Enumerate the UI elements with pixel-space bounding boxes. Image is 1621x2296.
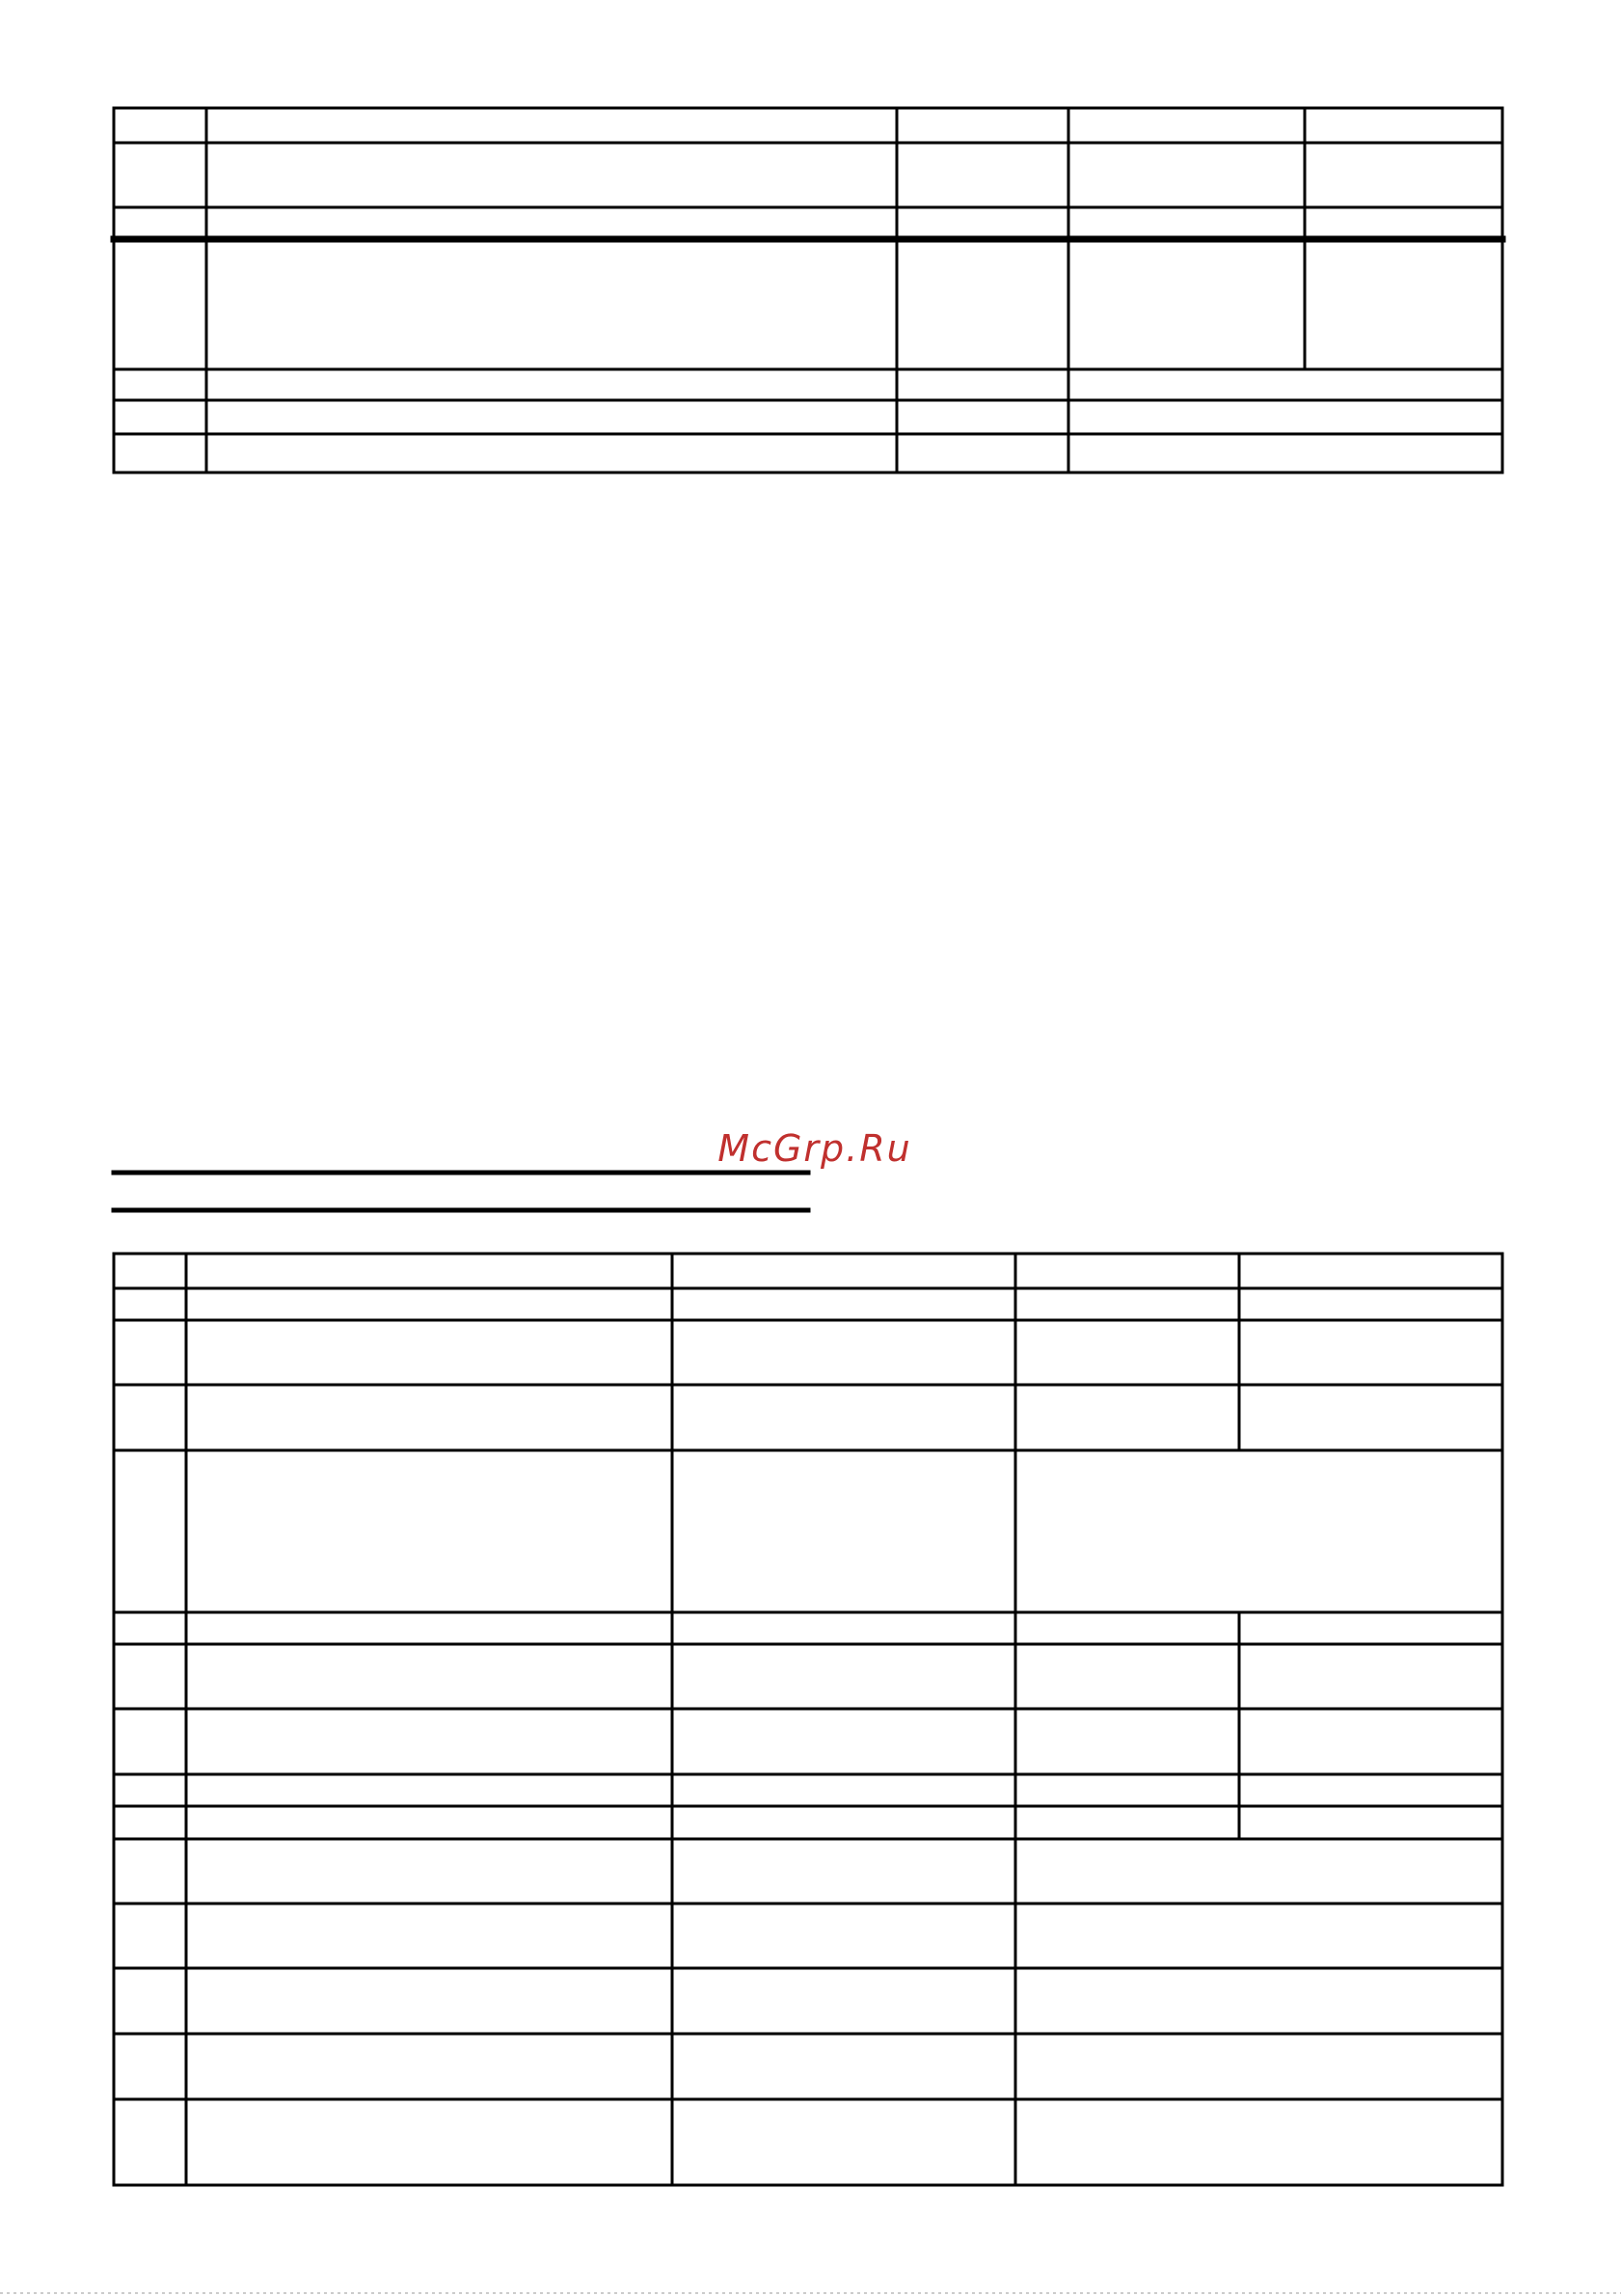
watermark-text: McGrp.Ru (717, 1127, 912, 1170)
bottom-table (114, 1254, 1502, 2185)
top-table-frame (114, 108, 1502, 473)
bottom-table-frame (114, 1254, 1502, 2185)
top-table (114, 108, 1502, 473)
